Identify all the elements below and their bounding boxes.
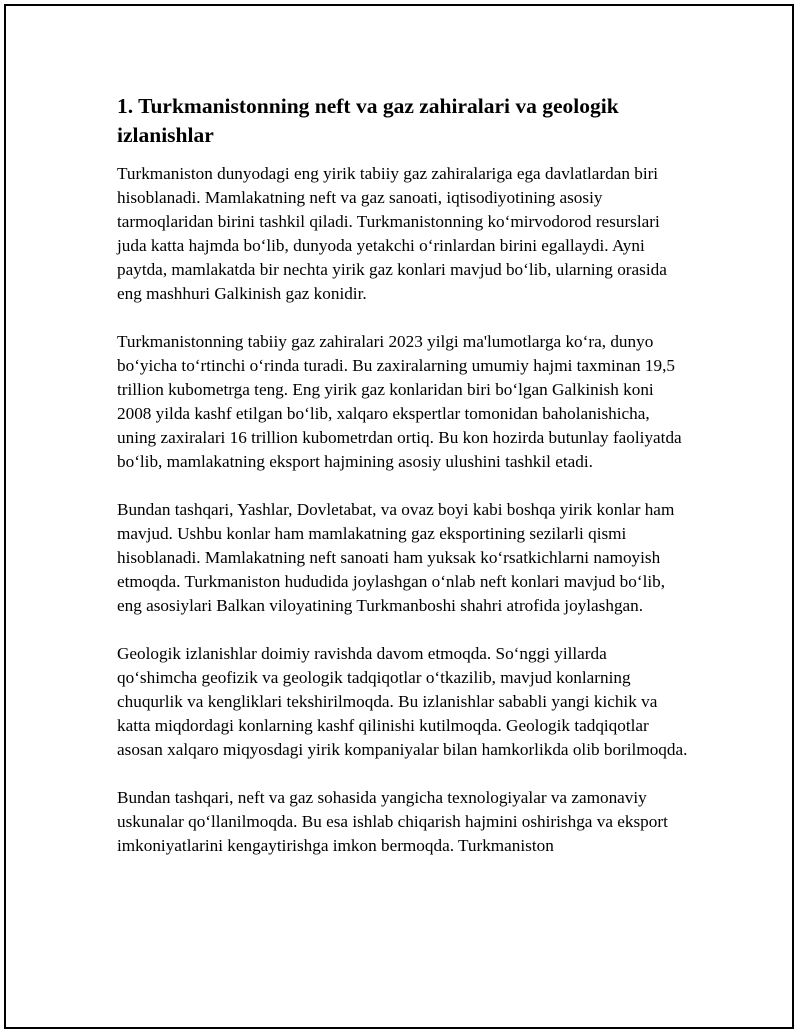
paragraph-2: Turkmanistonning tabiiy gaz zahiralari 2023 yilgi ma'lumotlarga koʻra, dunyo boʻyicha toʻrtinchi oʻrinda turadi. Bu zaxiralarning umumiy hajmi taxminan 19,5 trillion kubometrga teng. Eng yirik gaz konlaridan biri boʻlgan Galkinish koni 2008 yilda kashf etilgan boʻlib, xalqaro ekspertlar tomonidan baholanishicha, uning zaxiralari 16 trillion kubometrdan ortiq. Bu kon hozirda butunlay faoliyatda boʻlib, mamlakatning eksport hajmining asosiy ulushini tashkil etadi.	[117, 332, 682, 471]
paragraph-4: Geologik izlanishlar doimiy ravishda davom etmoqda. Soʻnggi yillarda qoʻshimcha geofizik va geologik tadqiqotlar oʻtkazilib, mavjud konlarning chuqurlik va kengliklari tekshirilmoqda. Bu izlanishlar sababli yangi kichik va katta miqdordagi konlarning kashf qilinishi kutilmoqda. Geologik tadqiqotlar asosan xalqaro miqyosdagi yirik kompaniyalar bilan hamkorlikda olib borilmoqda.	[117, 644, 688, 759]
document-body	[117, 92, 689, 882]
section-heading: 1. Turkmanistonning neft va gaz zahiralari va geologik izlanishlar	[117, 94, 619, 147]
paragraph-5: Bundan tashqari, neft va gaz sohasida yangicha texnologiyalar va zamonaviy uskunalar qoʻllanilmoqda. Bu esa ishlab chiqarish hajmini oshirishga va eksport imkoniyatlarini kengaytirishga imkon bermoqda. Turkmaniston	[117, 788, 668, 855]
paragraph-1: Turkmaniston dunyodagi eng yirik tabiiy gaz zahiralariga ega davlatlardan biri hisoblanadi. Mamlakatning neft va gaz sanoati, iqtisodiyotining asosiy tarmoqlaridan birini tashkil qiladi. Turkmanistonning koʻmirvodorod resurslari juda katta hajmda boʻlib, dunyoda yetakchi oʻrinlardan birini egallaydi. Ayni paytda, mamlakatda bir nechta yirik gaz konlari mavjud boʻlib, ularning orasida eng mashhuri Galkinish gaz konidir.	[117, 164, 667, 303]
paragraph-3: Bundan tashqari, Yashlar, Dovletabat, va ovaz boyi kabi boshqa yirik konlar ham mavjud. Ushbu konlar ham mamlakatning gaz eksportining sezilarli qismi hisoblanadi. Mamlakatning neft sanoati ham yuksak koʻrsatkichlarni namoyish etmoqda. Turkmaniston hududida joylashgan oʻnlab neft konlari mavjud boʻlib, eng asosiylari Balkan viloyatining Turkmanboshi shahri atrofida joylashgan.	[117, 500, 675, 615]
